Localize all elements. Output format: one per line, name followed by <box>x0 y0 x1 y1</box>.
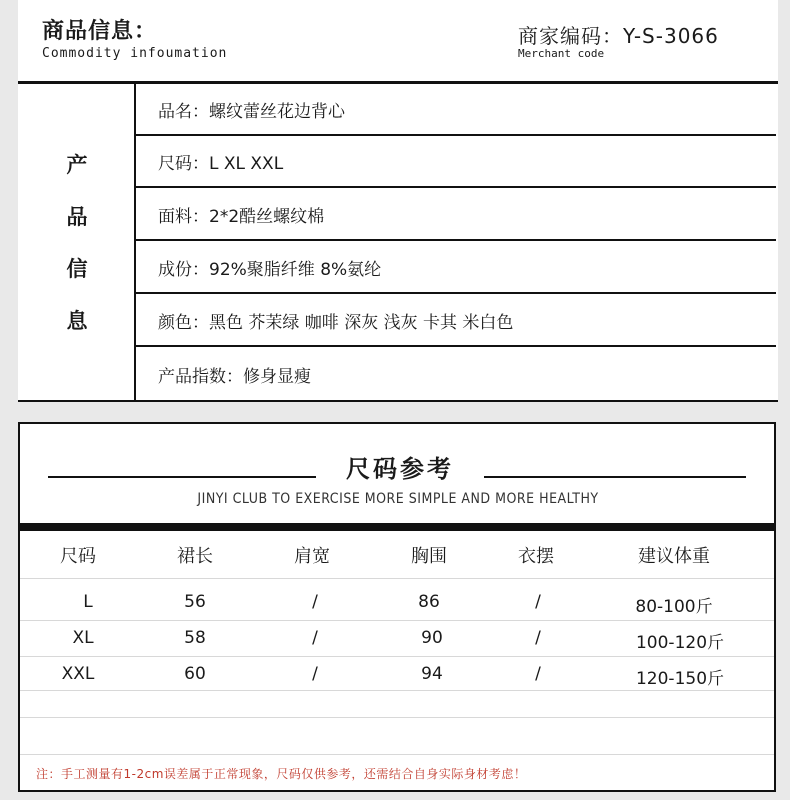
row-divider <box>20 690 774 691</box>
commodity-info-subtitle: Commodity infoumation <box>42 46 228 61</box>
info-row-sizes: 尺码：L XL XXL <box>136 136 776 188</box>
cell-size: L <box>83 592 93 612</box>
cell-shoulder: / <box>312 592 318 612</box>
info-row-fabric: 面料：2*2酷丝螺纹棉 <box>136 189 776 241</box>
cell-length: 56 <box>184 592 206 612</box>
cell-weight: 80-100斤 <box>635 597 713 617</box>
side-label-char: 信 <box>66 257 88 281</box>
size-chart-slogan: JINYI CLUB TO EXERCISE MORE SIMPLE AND MORE HEALTHY <box>197 491 599 507</box>
col-header-shoulder: 肩宽 <box>294 546 330 567</box>
cell-hem: / <box>535 592 541 612</box>
row-divider <box>20 578 774 579</box>
info-row-colors: 颜色：黑色 芥茉绿 咖啡 深灰 浅灰 卡其 米白色 <box>136 295 776 347</box>
cell-shoulder: / <box>312 664 318 684</box>
size-chart-header-bar <box>18 523 776 531</box>
size-chart-title: 尺码参考 <box>346 455 454 483</box>
info-row-composition: 成份：92%聚脂纤维 8%氨纶 <box>136 242 776 294</box>
side-label-char: 息 <box>66 309 88 333</box>
cell-length: 58 <box>184 628 206 648</box>
commodity-info-title: 商品信息： <box>42 19 158 44</box>
row-divider <box>20 656 774 657</box>
side-label-char: 产 <box>66 153 88 177</box>
col-header-bust: 胸围 <box>411 546 447 567</box>
cell-hem: / <box>535 628 541 648</box>
measurement-note: 注：手工测量有1-2cm误差属于正常现象，尺码仅供参考，还需结合自身实际身材考虑！ <box>36 767 527 781</box>
row-divider <box>20 754 774 755</box>
info-row-name: 品名：螺纹蕾丝花边背心 <box>136 84 776 136</box>
cell-weight: 120-150斤 <box>635 669 725 689</box>
cell-weight: 100-120斤 <box>635 633 725 653</box>
cell-shoulder: / <box>312 628 318 648</box>
cell-size: XL <box>72 628 94 648</box>
col-header-size: 尺码 <box>60 546 96 567</box>
cell-bust: 86 <box>418 592 440 612</box>
cell-bust: 90 <box>421 628 443 648</box>
side-label-char: 品 <box>66 205 88 229</box>
merchant-code-label: Merchant code <box>518 47 605 60</box>
panel-bottom-border <box>18 400 778 402</box>
merchant-code: 商家编码：Y-S-3066 <box>518 24 719 48</box>
cell-bust: 94 <box>421 664 443 684</box>
cell-hem: / <box>535 664 541 684</box>
product-info-side-label <box>18 84 136 402</box>
info-row-index: 产品指数：修身显瘦 <box>158 366 311 387</box>
col-header-weight: 建议体重 <box>638 546 710 567</box>
banner-line-right <box>484 476 746 478</box>
row-divider <box>20 620 774 621</box>
col-header-length: 裙长 <box>177 546 213 567</box>
row-divider <box>20 717 774 718</box>
banner-line-left <box>48 476 316 478</box>
cell-length: 60 <box>184 664 206 684</box>
cell-size: XXL <box>61 664 95 684</box>
col-header-hem: 衣摆 <box>518 546 554 567</box>
